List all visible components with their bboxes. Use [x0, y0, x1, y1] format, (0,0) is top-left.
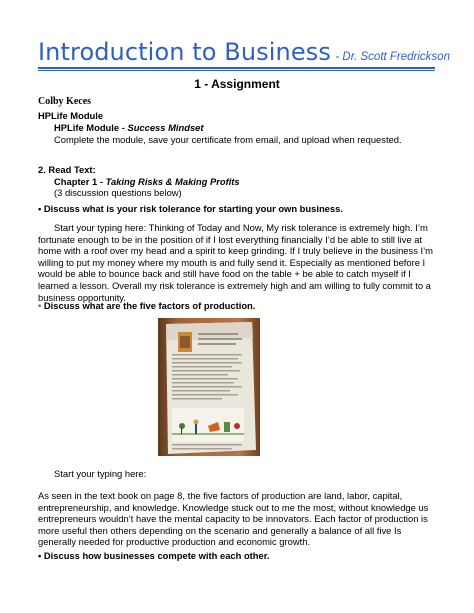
answer-line: As seen in the text book on page 8, the five factors of production are land, labor, capital,	[38, 490, 403, 501]
question-2-prompt	[38, 300, 255, 312]
question-2-text: Discuss what are the five factors of production.	[43, 300, 256, 311]
assignment-heading: 1 - Assignment	[194, 77, 280, 91]
answer-line: business opportunity.	[38, 291, 126, 303]
question-2-answer	[38, 490, 443, 548]
bullet: •	[38, 300, 44, 311]
chapter-title: Taking Risks & Making Profits	[105, 176, 240, 187]
question-2-typing-label: Start your typing here:	[54, 468, 147, 479]
title-underline	[38, 67, 435, 69]
reading-heading: 2. Read Text:	[38, 164, 96, 175]
question-1-answer	[38, 222, 443, 303]
title-underline-thin	[38, 70, 435, 71]
answer-line: home with a roof over my head and a spirit to keep grinding. If I truly believe in the business I’m	[38, 245, 433, 257]
answer-line: more useful then others depending on the scenario and generally a balance of all five Is	[38, 524, 402, 536]
question-1-prompt: • Discuss what is your risk tolerance for starting your own business.	[38, 203, 343, 214]
author-name: Colby Keces	[38, 96, 92, 107]
answer-line: entrepreneurs wouldn’t have the mental capacity to be innovators. Each factor of production is	[38, 513, 428, 525]
answer-line: learned a lesson. Overall my risk tolerance is extremely high and am willing to fully commit to a	[38, 279, 431, 291]
answer-line: Start your typing here: Thinking of Today and Now, My risk tolerance is extremely high. I’m	[54, 222, 428, 233]
instructor-name: - Dr. Scott Fredrickson	[335, 51, 450, 63]
textbook-page-photo	[158, 318, 260, 456]
module-sub-title: Success Mindset	[127, 122, 204, 133]
answer-line: entrepreneurship, and knowledge. Knowledge stuck out to me the most, without knowledge us	[38, 501, 429, 513]
chapter-label: Chapter 1 -	[54, 176, 106, 187]
answer-line: willing to put my money where my mouth is and fully send it. Especially as mentioned before I	[38, 256, 426, 268]
module-sub-label: HPLife Module -	[54, 122, 128, 133]
module-instructions: Complete the module, save your certificate from email, and upload when requested.	[54, 134, 402, 145]
reading-note: (3 discussion questions below)	[54, 187, 182, 198]
module-subheading	[54, 122, 204, 134]
question-3-prompt: • Discuss how businesses compete with each other.	[38, 550, 270, 561]
chapter-line	[54, 176, 240, 188]
course-title: Introduction to Business	[38, 38, 331, 66]
textbook-photo-svg	[158, 318, 260, 456]
answer-line: generally needed for productive production and economic growth.	[38, 536, 311, 548]
answer-line: would be able to bounce back and still have food on the table + be able to catch myself if I	[38, 268, 411, 280]
module-heading: HPLife Module	[38, 110, 104, 121]
document-title	[38, 38, 450, 66]
answer-line: fortunate enough to be in the position of if I lost everything financially I’d be able to still live at	[38, 233, 423, 245]
